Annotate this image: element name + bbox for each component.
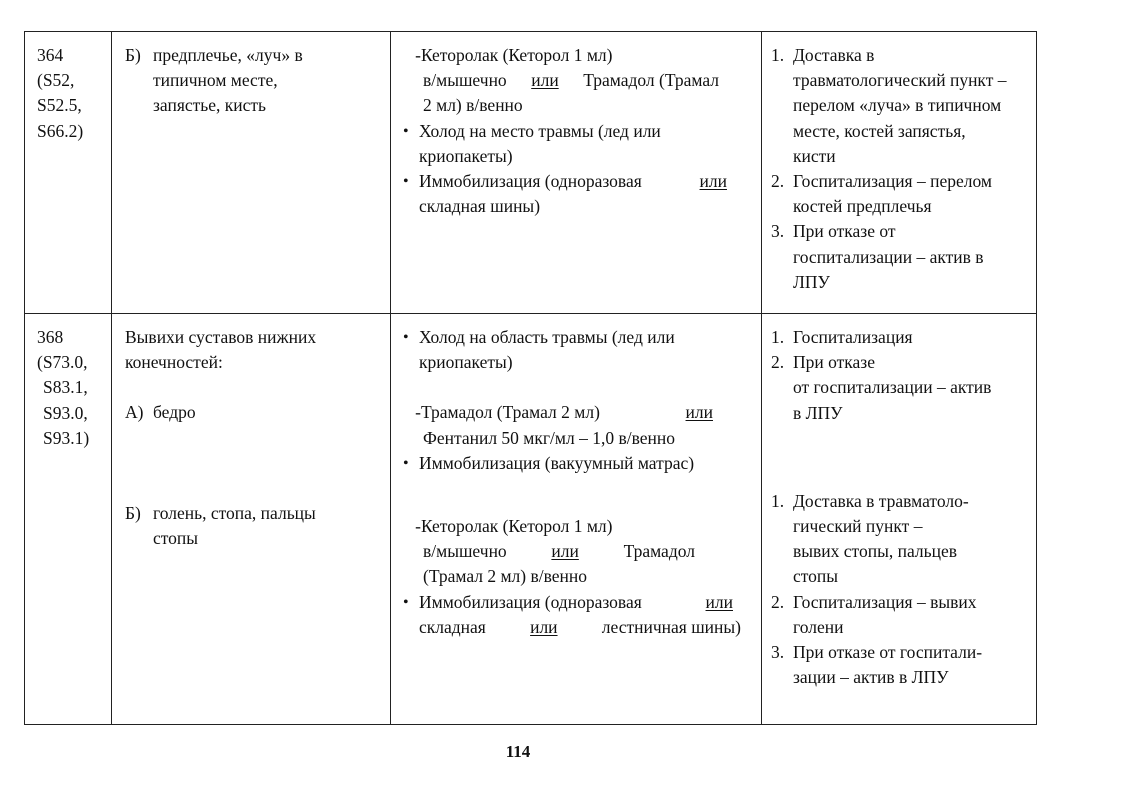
icd-code: S83.1, xyxy=(43,377,88,398)
bullet-marker: • xyxy=(403,593,409,611)
diagnosis-text: стопы xyxy=(153,527,199,548)
item-number: 2. xyxy=(771,171,785,192)
item-number: 3. xyxy=(771,221,785,242)
tactics-text: травматологический пункт – xyxy=(793,70,1007,91)
aid-text-line xyxy=(421,68,755,93)
tactics-text: от госпитализации – актив xyxy=(793,377,992,398)
tactics-text: Доставка в травматоло- xyxy=(793,490,969,511)
diagnosis-text: предплечье, «луч» в xyxy=(153,45,303,65)
aid-item xyxy=(403,514,755,590)
or-underlined: или xyxy=(699,171,727,192)
tactics-text: При отказе от xyxy=(793,221,896,242)
diagnosis-item xyxy=(125,501,384,551)
item-number: 3. xyxy=(771,642,785,663)
aid-text: Иммобилизация (одноразовая xyxy=(419,171,642,192)
item-number: 1. xyxy=(771,327,785,347)
aid-text: в/мышечно xyxy=(423,541,507,562)
diagnosis-item xyxy=(125,43,384,119)
diagnosis-cell xyxy=(112,32,391,314)
bullet-marker: • xyxy=(403,329,409,346)
bullet-marker: • xyxy=(403,173,409,191)
aid-item xyxy=(403,590,755,640)
tactics-item xyxy=(771,489,1030,590)
aid-text: Холод на область травмы (лед или xyxy=(419,327,675,347)
aid-text: 2 мл) в/венно xyxy=(423,95,523,116)
aid-item xyxy=(403,169,755,219)
aid-item xyxy=(403,43,755,119)
tactics-text: Госпитализация – вывих xyxy=(793,591,977,612)
page-number: 114 xyxy=(505,742,531,761)
tactics-item xyxy=(771,43,1030,169)
tactics-text: Госпитализация – перелом xyxy=(793,171,992,192)
tactics-text: в ЛПУ xyxy=(793,402,843,423)
item-number: 2. xyxy=(771,352,785,373)
item-letter: А) xyxy=(125,402,144,423)
tactics-text: вывих стопы, пальцев xyxy=(793,541,957,562)
item-number: 1. xyxy=(771,45,785,65)
code-cell xyxy=(25,32,112,314)
diagnosis-text: голень, стопа, пальцы xyxy=(153,502,316,523)
table-row xyxy=(25,314,1037,725)
aid-cell xyxy=(391,314,762,725)
diagnosis-cell xyxy=(112,314,391,725)
tactics-item xyxy=(771,325,1030,350)
aid-text: в/мышечно xyxy=(423,70,507,91)
icd-code: S93.1) xyxy=(43,427,90,448)
tactics-text: госпитализации – актив в xyxy=(793,246,984,267)
aid-text-line xyxy=(421,400,755,425)
tactics-text: зации – актив в ЛПУ xyxy=(793,667,949,688)
aid-text: Трамадол (Трамал 2 мл) xyxy=(421,402,600,423)
diagnosis-text: запястье, кисть xyxy=(153,95,267,116)
aid-text: Кеторолак (Кеторол 1 мл) xyxy=(421,45,613,65)
protocol-table xyxy=(24,31,1037,725)
aid-text: Трамадол (Трамал xyxy=(583,70,719,91)
aid-text-line xyxy=(419,590,755,615)
aid-text-line xyxy=(419,615,755,640)
aid-cell xyxy=(391,32,762,314)
aid-text: Фентанил 50 мкг/мл – 1,0 в/венно xyxy=(423,427,676,448)
aid-text: Иммобилизация (одноразовая xyxy=(419,591,642,612)
aid-text-line xyxy=(421,539,755,564)
tactics-item xyxy=(771,350,1030,426)
or-underlined: или xyxy=(530,616,558,637)
or-underlined: или xyxy=(551,541,579,562)
icd-code: (S52, xyxy=(37,70,75,91)
aid-item xyxy=(403,119,755,169)
tactics-text: голени xyxy=(793,616,844,637)
aid-text: Кеторолак (Кеторол 1 мл) xyxy=(421,516,613,537)
aid-text: криопакеты) xyxy=(419,145,513,166)
code-number: 368 xyxy=(37,327,64,347)
tactics-text: Доставка в xyxy=(793,45,875,65)
dash-marker: - xyxy=(415,516,421,537)
bullet-marker: • xyxy=(403,454,409,472)
aid-text: лестничная шины) xyxy=(601,616,741,637)
tactics-item xyxy=(771,640,1030,690)
bullet-marker: • xyxy=(403,122,409,140)
aid-text-line xyxy=(419,169,755,194)
aid-text: складная xyxy=(419,616,486,637)
aid-text: криопакеты) xyxy=(419,352,513,373)
tactics-text: ЛПУ xyxy=(793,271,830,292)
icd-code: S52.5, xyxy=(37,95,82,116)
or-underlined: или xyxy=(685,402,713,423)
diagnosis-heading: конечностей: xyxy=(125,352,223,373)
aid-text: Холод на место травмы (лед или xyxy=(419,120,661,141)
dash-marker: - xyxy=(415,402,421,423)
aid-text: Иммобилизация (вакуумный матрас) xyxy=(419,452,695,473)
tactics-text: перелом «луча» в типичном xyxy=(793,95,1002,116)
icd-code: S93.0, xyxy=(43,402,88,423)
item-number: 2. xyxy=(771,591,785,612)
tactics-item xyxy=(771,590,1030,640)
tactics-text: При отказе xyxy=(793,352,875,373)
tactics-item xyxy=(771,169,1030,219)
tactics-item xyxy=(771,219,1030,295)
tactics-text: месте, костей запястья, xyxy=(793,120,966,141)
code-cell xyxy=(25,314,112,725)
aid-text: (Трамал 2 мл) в/венно xyxy=(423,566,588,587)
code-number: 364 xyxy=(37,45,64,65)
table-row xyxy=(25,32,1037,314)
or-underlined: или xyxy=(531,70,559,91)
dash-marker: - xyxy=(415,45,421,65)
item-letter: Б) xyxy=(125,502,141,523)
aid-item xyxy=(403,400,755,450)
aid-text: Трамадол xyxy=(623,541,695,562)
icd-code: (S73.0, xyxy=(37,352,88,373)
tactics-text: При отказе от госпитали- xyxy=(793,642,983,663)
diagnosis-text: бедро xyxy=(153,402,196,423)
aid-item xyxy=(403,325,755,375)
tactics-text: стопы xyxy=(793,566,839,587)
tactics-text: Госпитализация xyxy=(793,327,913,347)
tactics-cell xyxy=(762,314,1037,725)
diagnosis-text: типичном месте, xyxy=(153,70,278,91)
tactics-text: костей предплечья xyxy=(793,196,932,217)
item-letter: Б) xyxy=(125,45,141,65)
aid-item xyxy=(403,451,755,476)
tactics-text: гический пункт – xyxy=(793,516,923,537)
item-number: 1. xyxy=(771,490,785,511)
icd-code: S66.2) xyxy=(37,120,84,141)
diagnosis-item xyxy=(125,400,384,425)
diagnosis-heading: Вывихи суставов нижних xyxy=(125,327,317,347)
aid-text: складная шины) xyxy=(419,196,541,217)
tactics-text: кисти xyxy=(793,145,836,166)
or-underlined: или xyxy=(705,591,733,612)
tactics-cell xyxy=(762,32,1037,314)
